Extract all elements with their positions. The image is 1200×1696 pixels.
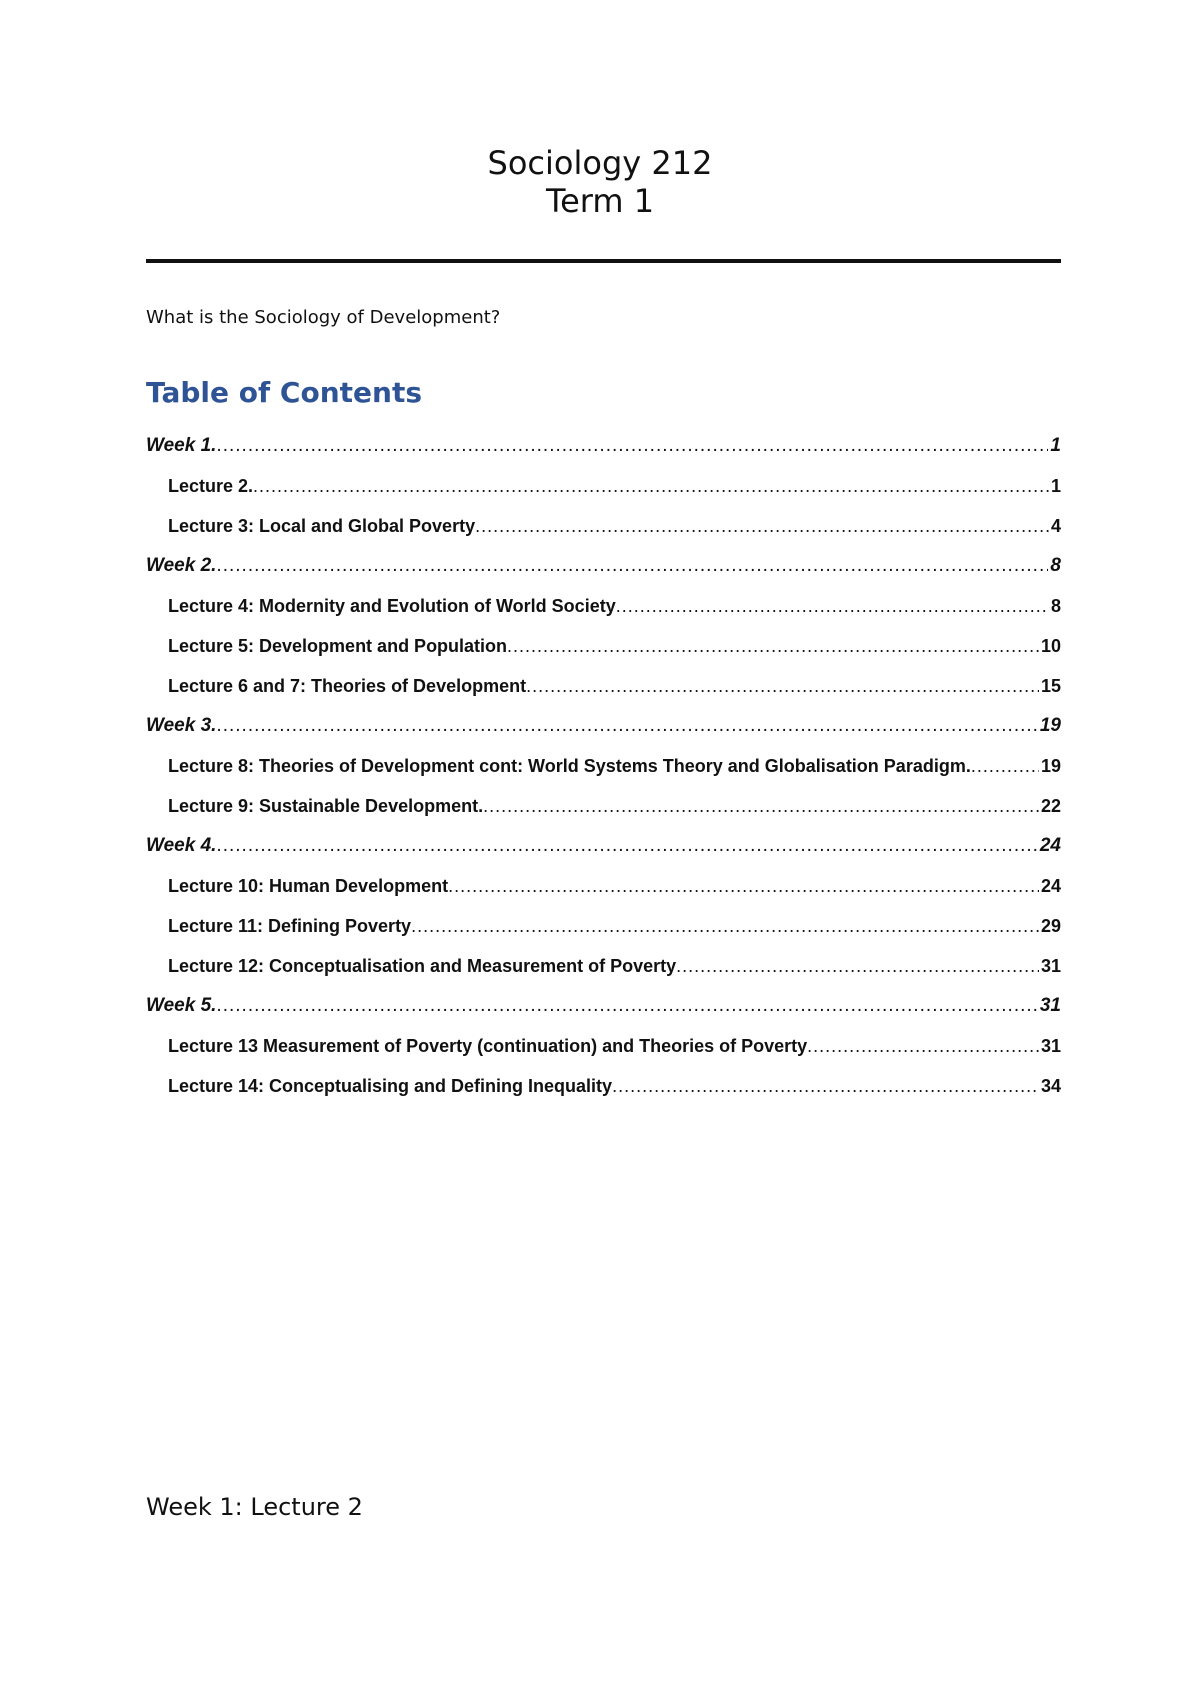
toc-entry-label: Week 5. [146,995,217,1016]
toc-dot-leader [807,1026,1039,1066]
toc-page-number: 1 [1050,476,1061,496]
toc-page-number: 29 [1040,916,1061,936]
toc-page-number: 24 [1040,876,1061,896]
toc-dot-leader [526,666,1039,706]
toc-entry-label: Lecture 14: Conceptualising and Defining Inequality [168,1076,613,1096]
toc-page-number: 8 [1050,596,1061,616]
toc-lecture-link[interactable] [146,1066,1061,1106]
toc-lecture-link[interactable] [146,466,1061,506]
toc-page-number: 19 [1039,715,1061,736]
toc-entry-label: Lecture 4: Modernity and Evolution of World Society [168,596,616,616]
toc-page-number: 10 [1040,636,1061,656]
toc-dot-leader [216,986,1037,1026]
toc-entry-label: Lecture 5: Development and Population [168,636,508,656]
toc-week-link[interactable] [146,706,1061,746]
toc-entry-label: Lecture 12: Conceptualisation and Measurement of Poverty [168,956,677,976]
toc-dot-leader [612,1066,1039,1106]
toc-dot-leader [216,546,1048,586]
toc-page-number: 31 [1040,956,1061,976]
toc-page-number: 34 [1040,1076,1061,1096]
document-title: Sociology 212 [487,144,713,182]
toc-dot-leader [216,426,1048,466]
toc-lecture-link[interactable] [146,746,1061,786]
toc-heading: Table of Contents [146,376,423,409]
toc-week-link[interactable] [146,426,1061,466]
toc-entry-label: Lecture 13 Measurement of Poverty (continuation) and Theories of Poverty [168,1036,808,1056]
toc-page-number: 19 [1040,756,1061,776]
toc-dot-leader [483,786,1039,826]
toc-dot-leader [971,746,1039,786]
toc-page-number: 15 [1040,676,1061,696]
toc-page-number: 24 [1039,835,1061,856]
toc-page-number: 31 [1040,1036,1061,1056]
toc-dot-leader [676,946,1039,986]
toc-lecture-link[interactable] [146,666,1061,706]
toc-page-number: 22 [1040,796,1061,816]
toc-page-number: 8 [1050,555,1061,576]
toc-lecture-link[interactable] [146,1026,1061,1066]
toc-entry-label: Week 2. [146,555,217,576]
toc-lecture-link[interactable] [146,906,1061,946]
toc-dot-leader [475,506,1049,546]
toc-page-number: 31 [1039,995,1061,1016]
toc-dot-leader [216,706,1037,746]
toc-week-link[interactable] [146,986,1061,1026]
toc-entry-label: Lecture 11: Defining Poverty [168,916,412,936]
toc-lecture-link[interactable] [146,586,1061,626]
toc-entry-label: Lecture 8: Theories of Development cont: World Systems Theory and Globalisation Paradigm. [168,756,971,776]
toc-lecture-link[interactable] [146,946,1061,986]
toc-week-link[interactable] [146,546,1061,586]
toc-dot-leader [411,906,1039,946]
toc-dot-leader [253,466,1049,506]
toc-dot-leader [216,826,1037,866]
toc-entry-label: Lecture 2. [168,476,254,496]
toc-entry-label: Lecture 6 and 7: Theories of Development [168,676,527,696]
toc-dot-leader [616,586,1049,626]
toc-entry-label: Lecture 10: Human Development [168,876,449,896]
horizontal-rule [146,259,1061,263]
document-term: Term 1 [545,182,655,220]
section-heading: Week 1: Lecture 2 [146,1493,363,1521]
toc-page-number: 4 [1050,516,1061,536]
toc-lecture-link[interactable] [146,506,1061,546]
toc-lecture-link[interactable] [146,786,1061,826]
toc-lecture-link[interactable] [146,626,1061,666]
toc-entry-label: Week 4. [146,835,217,856]
toc-lecture-link[interactable] [146,866,1061,906]
table-of-contents [146,426,1061,1106]
document-subtitle: What is the Sociology of Development? [146,307,501,328]
toc-page-number: 1 [1050,435,1061,456]
toc-week-link[interactable] [146,826,1061,866]
toc-entry-label: Week 1. [146,435,217,456]
toc-entry-label: Lecture 3: Local and Global Poverty [168,516,476,536]
toc-entry-label: Lecture 9: Sustainable Development. [168,796,484,816]
toc-dot-leader [448,866,1039,906]
toc-dot-leader [507,626,1039,666]
toc-entry-label: Week 3. [146,715,217,736]
